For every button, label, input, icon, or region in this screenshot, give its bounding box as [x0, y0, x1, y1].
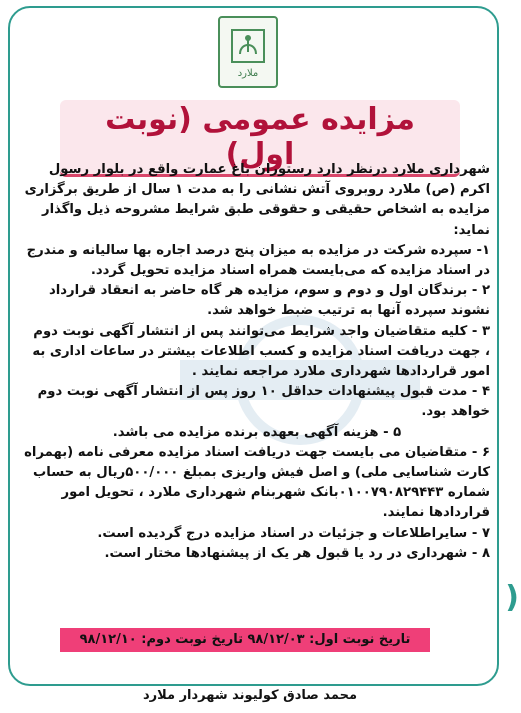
condition-item: ۶ - متقاضیان می بایست جهت دریافت اسناد مزایده معرفی نامه (بهمراه کارت شناسایی ملی) و اصل فیش واریزی بمبلغ ۵۰۰/۰۰۰ریال به حساب شماره ۰۱۰۰۷۹۰۸۲۹۴۴۳بانک شهربنام شهرداری ملارد ، تحویل امور قراردادها نمایند. [24, 444, 490, 521]
condition-item: ۷ - سایراطلاعات و جزئیات در اسناد مزایده درج گردیده است. [97, 525, 490, 541]
notice-title: مزایده عمومی (نوبت اول) [60, 100, 460, 177]
condition-item: ۲ - برندگان اول و دوم و سوم، مزایده هر گاه حاضر به انعقاد قرارداد نشوند سپرده آنها به ترتیب ضبط خواهد شد. [49, 283, 490, 319]
condition-item: ۳ - کلیه متقاضیان واجد شرایط می‌توانند پس از انتشار آگهی نوبت دوم ، جهت دریافت اسناد مزایده و کسب اطلاعات بیشتر در ساعات اداری به امور قراردادها شهرداری ملارد مراجعه نمایند . [32, 323, 490, 380]
condition-item: ۱- سپرده شرکت در مزایده به میزان پنج درصد اجاره بها سالیانه و مندرج در اسناد مزایده که می‌بایست همراه اسناد مزایده تحویل گردد. [26, 242, 490, 279]
emblem-icon [228, 26, 268, 66]
intro-paragraph: شهرداری ملارد درنظر دارد رستوران باغ عمارت واقع در بلوار رسول اکرم (ص) ملارد روبروی آتش نشانی را به مدت ۱ سال از طریق برگزاری مزایده به اشخاص حقیقی و حقوقی طبق شرایط مشروحه ذیل واگذار نماید: [24, 162, 490, 238]
logo-text: ملارد [237, 67, 259, 79]
municipality-logo [218, 16, 278, 88]
notice-body [24, 160, 490, 564]
condition-item: ۵ - هزینه آگهی بعهده برنده مزایده می باشد. [112, 424, 402, 440]
condition-item: ۴ - مدت قبول پیشنهادات حداقل ۱۰ روز پس از انتشار آگهی نوبت دوم خواهد بود. [37, 384, 490, 420]
signature-line: محمد صادق کولیوند شهردار ملارد [142, 688, 358, 703]
condition-item: ۸ - شهرداری در رد یا قبول هر یک از پیشنهادها مختار است. [104, 545, 490, 561]
edge-mark: ) [505, 580, 519, 615]
dates-band: تاریخ نوبت اول: ۹۸/۱۲/۰۳ تاریخ نوبت دوم: ۹۸/۱۲/۱۰ [60, 628, 430, 652]
